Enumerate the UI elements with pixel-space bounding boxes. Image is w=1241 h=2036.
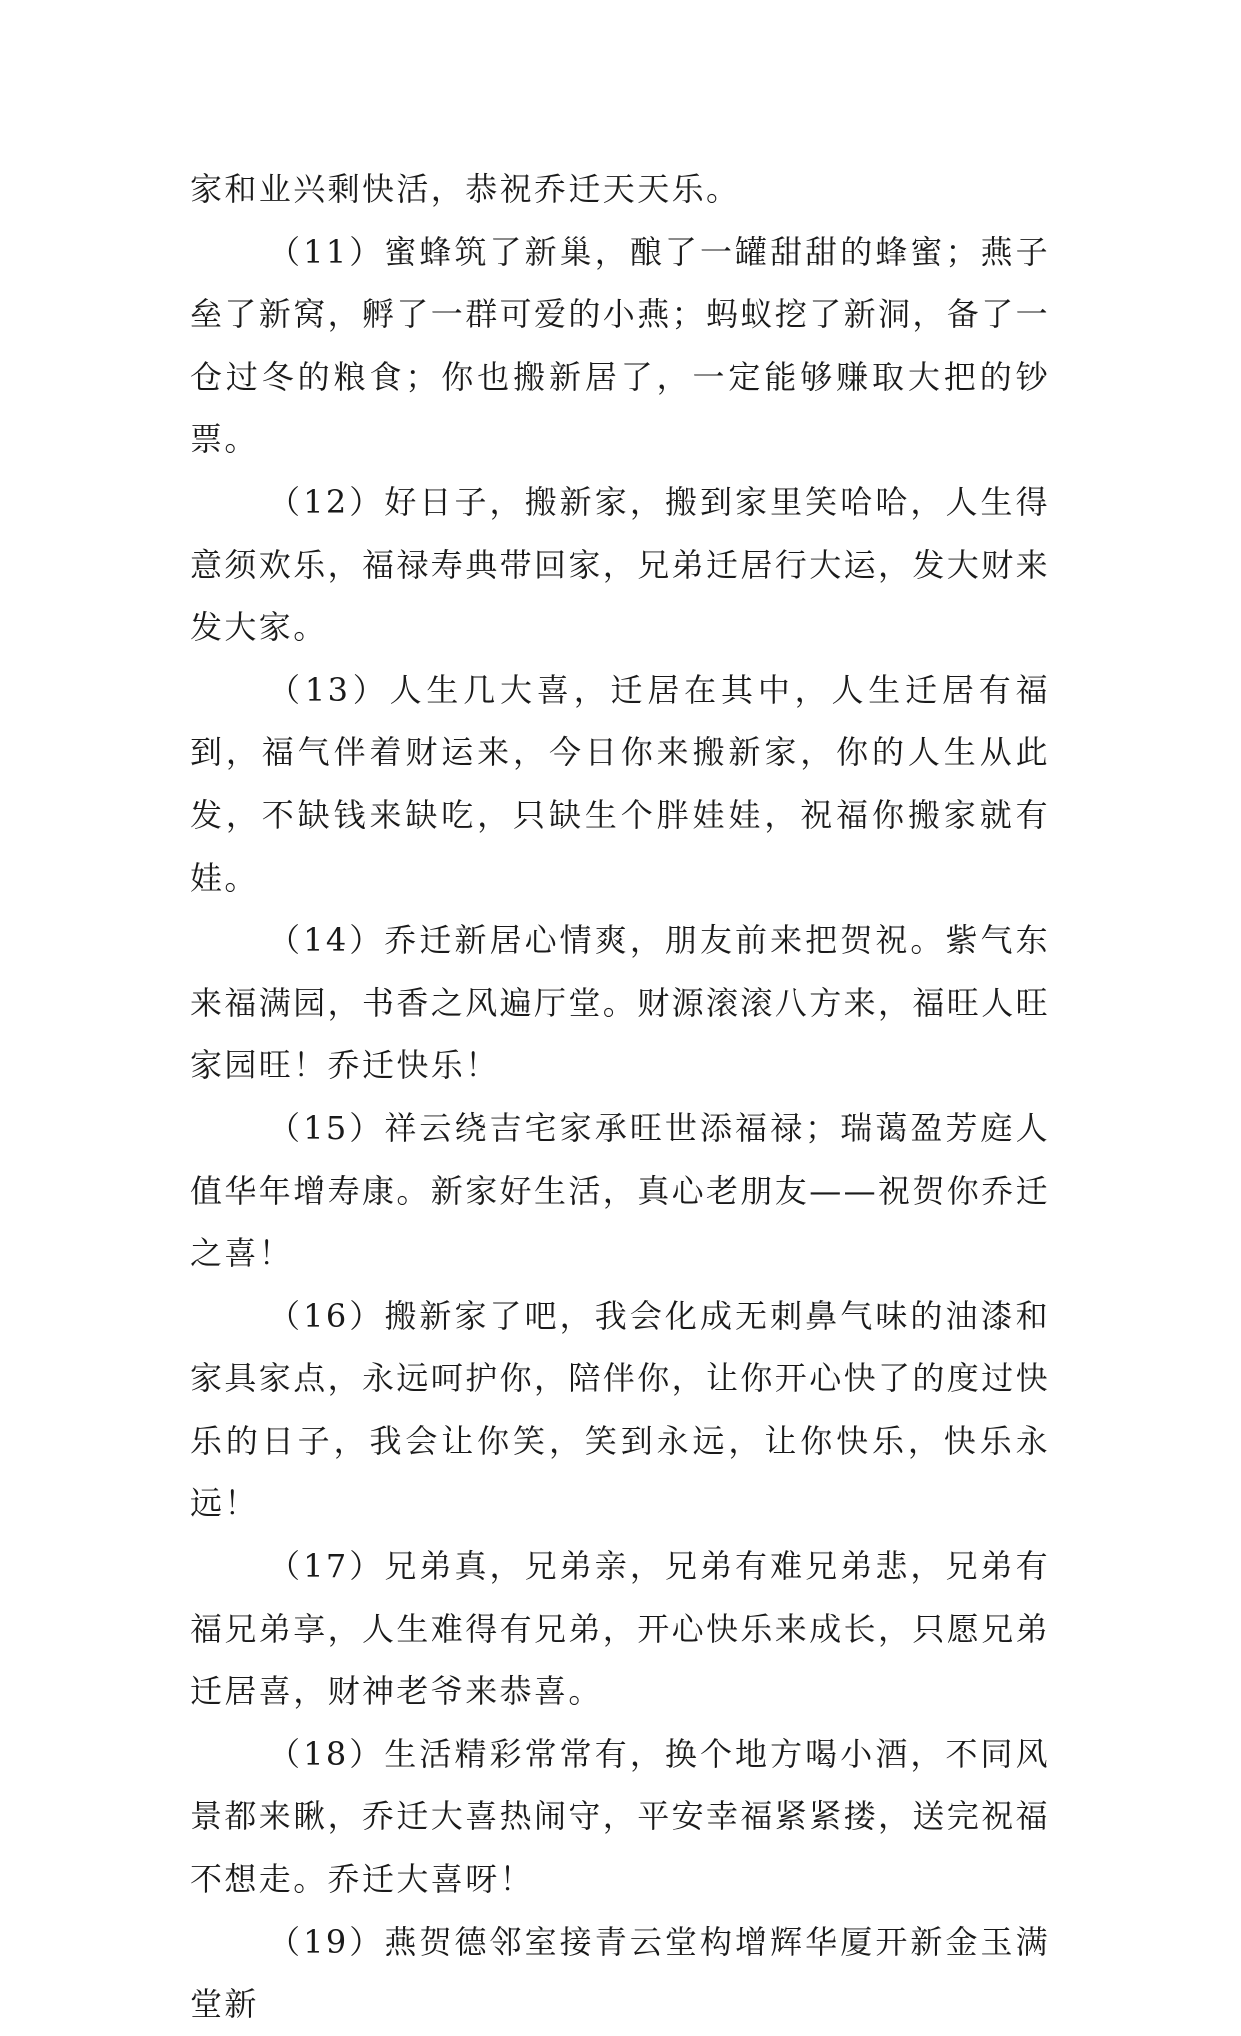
paragraph-17: （17）兄弟真，兄弟亲，兄弟有难兄弟悲，兄弟有福兄弟享，人生难得有兄弟，开心快乐来成长，只愿兄弟迁居喜，财神老爷来恭喜。 bbox=[190, 1547, 1051, 1711]
paragraph-14: （14）乔迁新居心情爽，朋友前来把贺祝。紫气东来福满园，书香之风遍厅堂。财源滚滚八方来，福旺人旺家园旺！乔迁快乐！ bbox=[190, 921, 1051, 1085]
paragraph-11: （11）蜜蜂筑了新巢，酿了一罐甜甜的蜂蜜；燕子垒了新窝，孵了一群可爱的小燕；蚂蚁挖了新洞，备了一仓过冬的粮食；你也搬新居了，一定能够赚取大把的钞票。 bbox=[190, 232, 1051, 459]
paragraph-13: （13）人生几大喜，迁居在其中，人生迁居有福到，福气伴着财运来，今日你来搬新家，你的人生从此发，不缺钱来缺吃，只缺生个胖娃娃，祝福你搬家就有娃。 bbox=[190, 670, 1050, 897]
paragraph-19: （19）燕贺德邻室接青云堂构增辉华厦开新金玉满堂新 bbox=[190, 1922, 1050, 2024]
paragraph-18: （18）生活精彩常常有，换个地方喝小酒，不同风景都来瞅，乔迁大喜热闹守，平安幸福紧紧搂，送完祝福不想走。乔迁大喜呀！ bbox=[190, 1734, 1051, 1899]
paragraph-12: （12）好日子，搬新家，搬到家里笑哈哈，人生得意须欢乐，福禄寿典带回家，兄弟迁居行大运，发大财来发大家。 bbox=[190, 482, 1051, 647]
paragraph-15: （15）祥云绕吉宅家承旺世添福禄；瑞蔼盈芳庭人值华年增寿康。新家好生活，真心老朋友——祝贺你乔迁之喜！ bbox=[190, 1108, 1051, 1273]
paragraph-continuation: 家和业兴剩快活，恭祝乔迁天天乐。 bbox=[190, 170, 741, 208]
paragraph-16: （16）搬新家了吧，我会化成无刺鼻气味的油漆和家具家点，永远呵护你，陪伴你，让你开心快了的度过快乐的日子，我会让你笑，笑到永远，让你快乐，快乐永远！ bbox=[190, 1296, 1051, 1523]
document-body bbox=[190, 158, 1050, 2036]
